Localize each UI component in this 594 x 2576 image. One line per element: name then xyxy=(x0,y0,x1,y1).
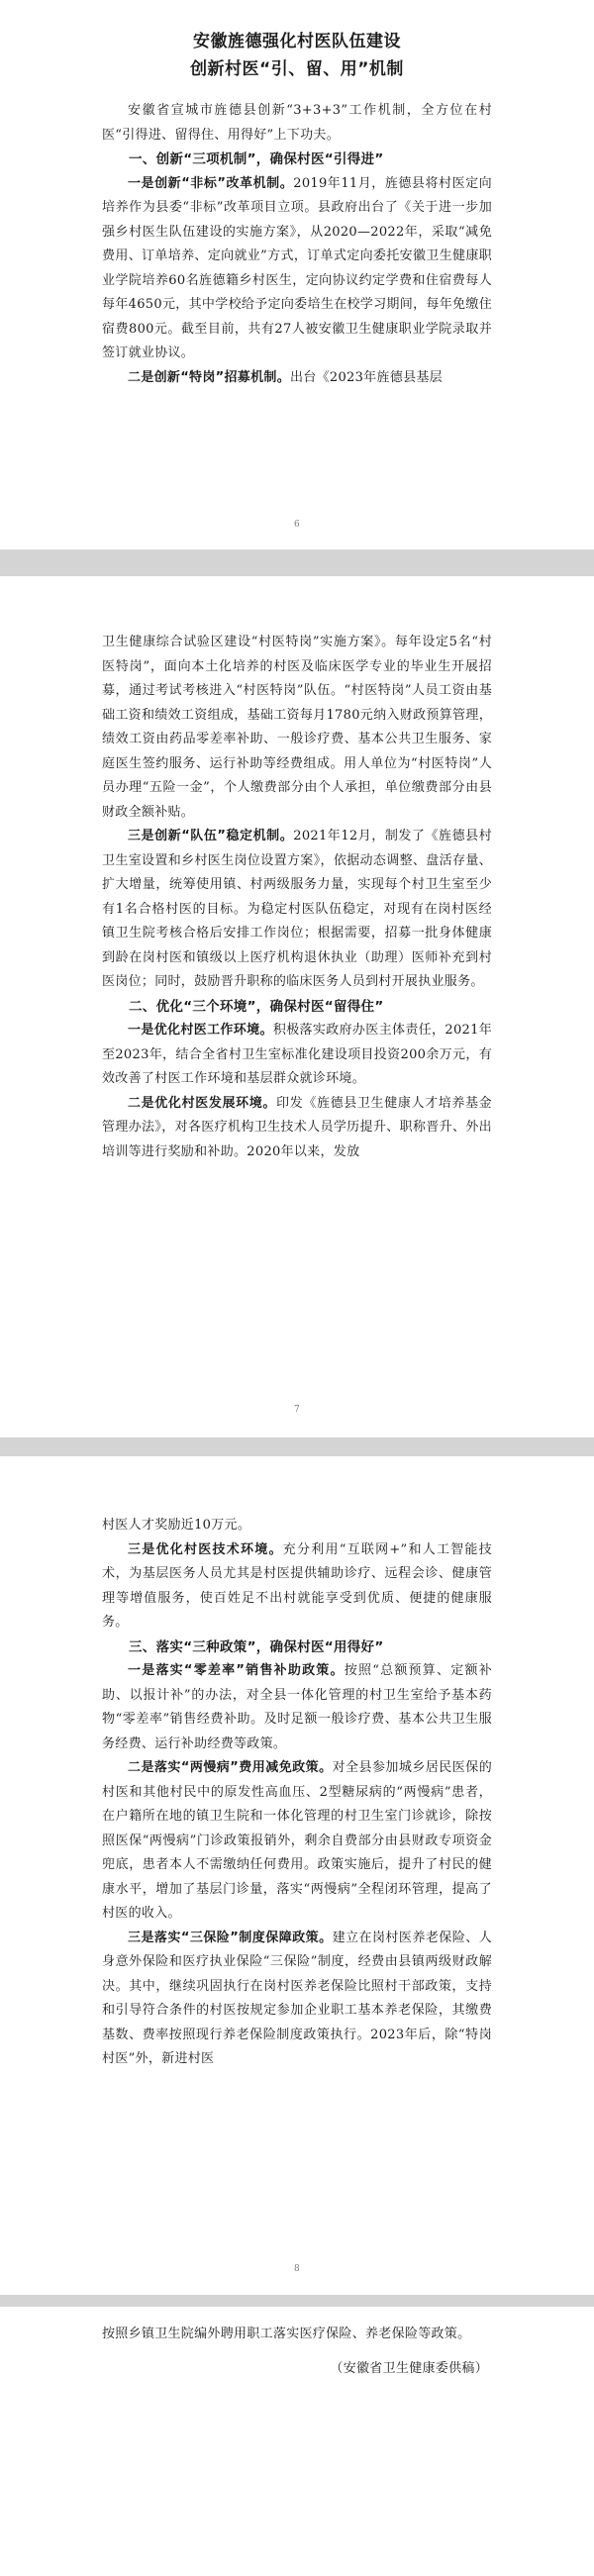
s3p1-body: 按照“总额预算、定额补助、以报计补”的办法，对全县一体化管理的村卫生室给予基本药物“零差率”销售经费补助。及时足额一般诊疗费、基本公共卫生服务经费、运行补助经费等政策。 xyxy=(102,1663,493,1751)
s1-paragraph-3 xyxy=(102,825,492,995)
s2p3-body: 充分利用“互联网+”和人工智能技术，为基层医务人员尤其是村医提供辅助诊疗、远程会诊、健康管理等增值服务，使百姓足不出村就能享受到优质、便捷的健康服务。 xyxy=(102,1541,492,1630)
s2p1-lead: 一是优化村医工作环境。 xyxy=(128,1023,273,1038)
title-line-2: 创新村医“引、留、用”机制 xyxy=(190,59,404,79)
page-number: 8 xyxy=(293,2264,301,2274)
s3-paragraph-1 xyxy=(102,1659,492,1756)
s2-paragraph-2-cont: 村医人才奖励近10万元。 xyxy=(102,1518,251,1533)
s1p3-body: 2021年12月，制发了《旌德县村卫生室设置和乡村医生岗位设置方案》，依据动态调整、盘活存量、扩大增量，统筹使用镇、村两级服务力量，实现每个村卫生室至少有1名合格村医的目标。为稳定村医队伍稳定，对现有在岗村医经镇卫生院考核合格后安排工作岗位；根据需要，招募一批身体健康到龄在岗村医和镇级以上医疗机构退休执业（助理）医师补充到村医岗位；同时，鼓励晋升职称的临床医务人员到村开展执业服务。 xyxy=(102,829,492,989)
page-number: 6 xyxy=(293,520,301,530)
s3p1-lead: 一是落实“零差率”销售补助政策。 xyxy=(128,1663,345,1678)
s2p1-body: 积极落实政府办医主体责任，2021年至2023年，结合全省村卫生室标准化建设项目投资200余万元，有效改善了村医工作环境和基层群众就诊环境。 xyxy=(102,1023,493,1086)
s2-paragraph-3 xyxy=(102,1538,492,1635)
section-1-heading: 一、创新“三项机制”，确保村医“引得进” xyxy=(129,151,384,167)
s3p3-body-a: 建立在岗村医养老保险、人身意外保险和医疗执业保险“三保险”制度，经费由县镇两级财政解决。其中，继续巩固执行在岗村医养老保险比照村干部政策，支持和引导符合条件的村医按规定参加企业职工基本养老保险，其缴费基数、费率按照现行养老保险制度政策执行。2023年后，除“特岗村医”外，新进村医 xyxy=(102,1930,492,2066)
s1-paragraph-2-cont: 卫生健康综合试验区建设“村医特岗”实施方案》。每年设定5名“村医特岗”，面向本土化培养的村医及临床医学专业的毕业生开展招募，通过考试考核进入“村医特岗”队伍。“村医特岗”人员工资由基础工资和绩效工资组成，基础工资每月1780元纳入财政预算管理，绩效工资由药品零差率补助、一般诊疗费、基本公共卫生服务、家庭医生签约服务、运行补助等经费组成。用人单位为“村医特岗”人员办理“五险一金”，个人缴费部分由个人承担，单位缴费部分由县财政全额补贴。 xyxy=(102,635,492,820)
document-page-3 xyxy=(0,1456,594,2295)
document-title xyxy=(102,28,492,83)
document-page-1 xyxy=(0,0,594,549)
intro-paragraph: 安徽省宣城市旌德县创新“3+3+3”工作机制，全方位在村医“引得进、留得住、用得好”上下功夫。 xyxy=(102,103,492,143)
s3p3-lead: 三是落实“三保险”制度保障政策。 xyxy=(128,1930,333,1945)
s3-paragraph-3-start xyxy=(102,1927,492,2072)
s3p2-lead: 二是落实“两慢病”费用减免政策。 xyxy=(128,1760,333,1775)
s3-paragraph-3-cont: 按照乡镇卫生院编外聘用职工落实医疗保险、养老保险等政策。 xyxy=(102,2327,471,2341)
s1p2-body-a: 出台《2023年旌德县基层 xyxy=(290,369,443,385)
s1p1-body: 2019年11月，旌德县将村医定向培养作为县委“非标”改革项目立项。县政府出台了《关于进一步加强乡村医生队伍建设的实施方案》，从2020—2022年，采取“减免费用、订单培养、定向就业”方式，订单式定向委托安徽卫生健康职业学院培养60名旌德籍乡村医生，定向协议约定学费和住宿费每人每年4650元，其中学校给予定向委培生在校学习期间，每年免缴住宿费800元。截至目前，共有27人被安徽卫生健康职业学院录取并签订就业协议。 xyxy=(102,175,492,360)
s1p2-lead: 二是创新“特岗”招募机制。 xyxy=(128,369,290,385)
s2p2-body-a: 印发《旌德县卫生健康人才培养基金管理办法》，对各医疗机构卫生技术人员学历提升、职称晋升、外出培训等进行奖励和补助。2020年以来，发放 xyxy=(102,1095,492,1159)
document-page-4 xyxy=(0,2307,594,2576)
s1p3-lead: 三是创新“队伍”稳定机制。 xyxy=(128,829,294,843)
section-3-heading: 三、落实“三种政策”，确保村医“用得好” xyxy=(129,1638,384,1655)
s2p2-lead: 二是优化村医发展环境。 xyxy=(128,1095,277,1111)
document-page-2 xyxy=(0,576,594,1437)
s1-paragraph-2-start xyxy=(102,366,492,391)
source-attribution: （安徽省卫生健康委供稿） xyxy=(330,2360,488,2376)
s1-paragraph-1 xyxy=(102,172,492,366)
s2p3-lead: 三是优化村医技术环境。 xyxy=(128,1541,283,1557)
s3p2-body: 对全县参加城乡居民医保的村医和其他村民中的原发性高血压、2型糖尿病的“两慢病”患者，在户籍所在地的镇卫生院和一体化管理的村卫生室门诊就诊，除按照医保“两慢病”门诊政策报销外，剩余自费部分由县财政专项资金兜底，患者本人不需缴纳任何费用。政策实施后，提升了村民的健康水平，增加了基层门诊量，落实“两慢病”全程闭环管理，提高了村医的收入。 xyxy=(102,1760,492,1921)
s2-paragraph-1 xyxy=(102,1019,492,1092)
s1p1-lead: 一是创新“非标”改革机制。 xyxy=(128,175,294,191)
title-line-1: 安徽旌德强化村医队伍建设 xyxy=(193,32,401,51)
s3-paragraph-2 xyxy=(102,1756,492,1927)
s2-paragraph-2-start xyxy=(102,1092,492,1165)
section-2-heading: 二、优化“三个环境”，确保村医“留得住” xyxy=(129,998,384,1015)
page-number: 7 xyxy=(293,1405,301,1415)
